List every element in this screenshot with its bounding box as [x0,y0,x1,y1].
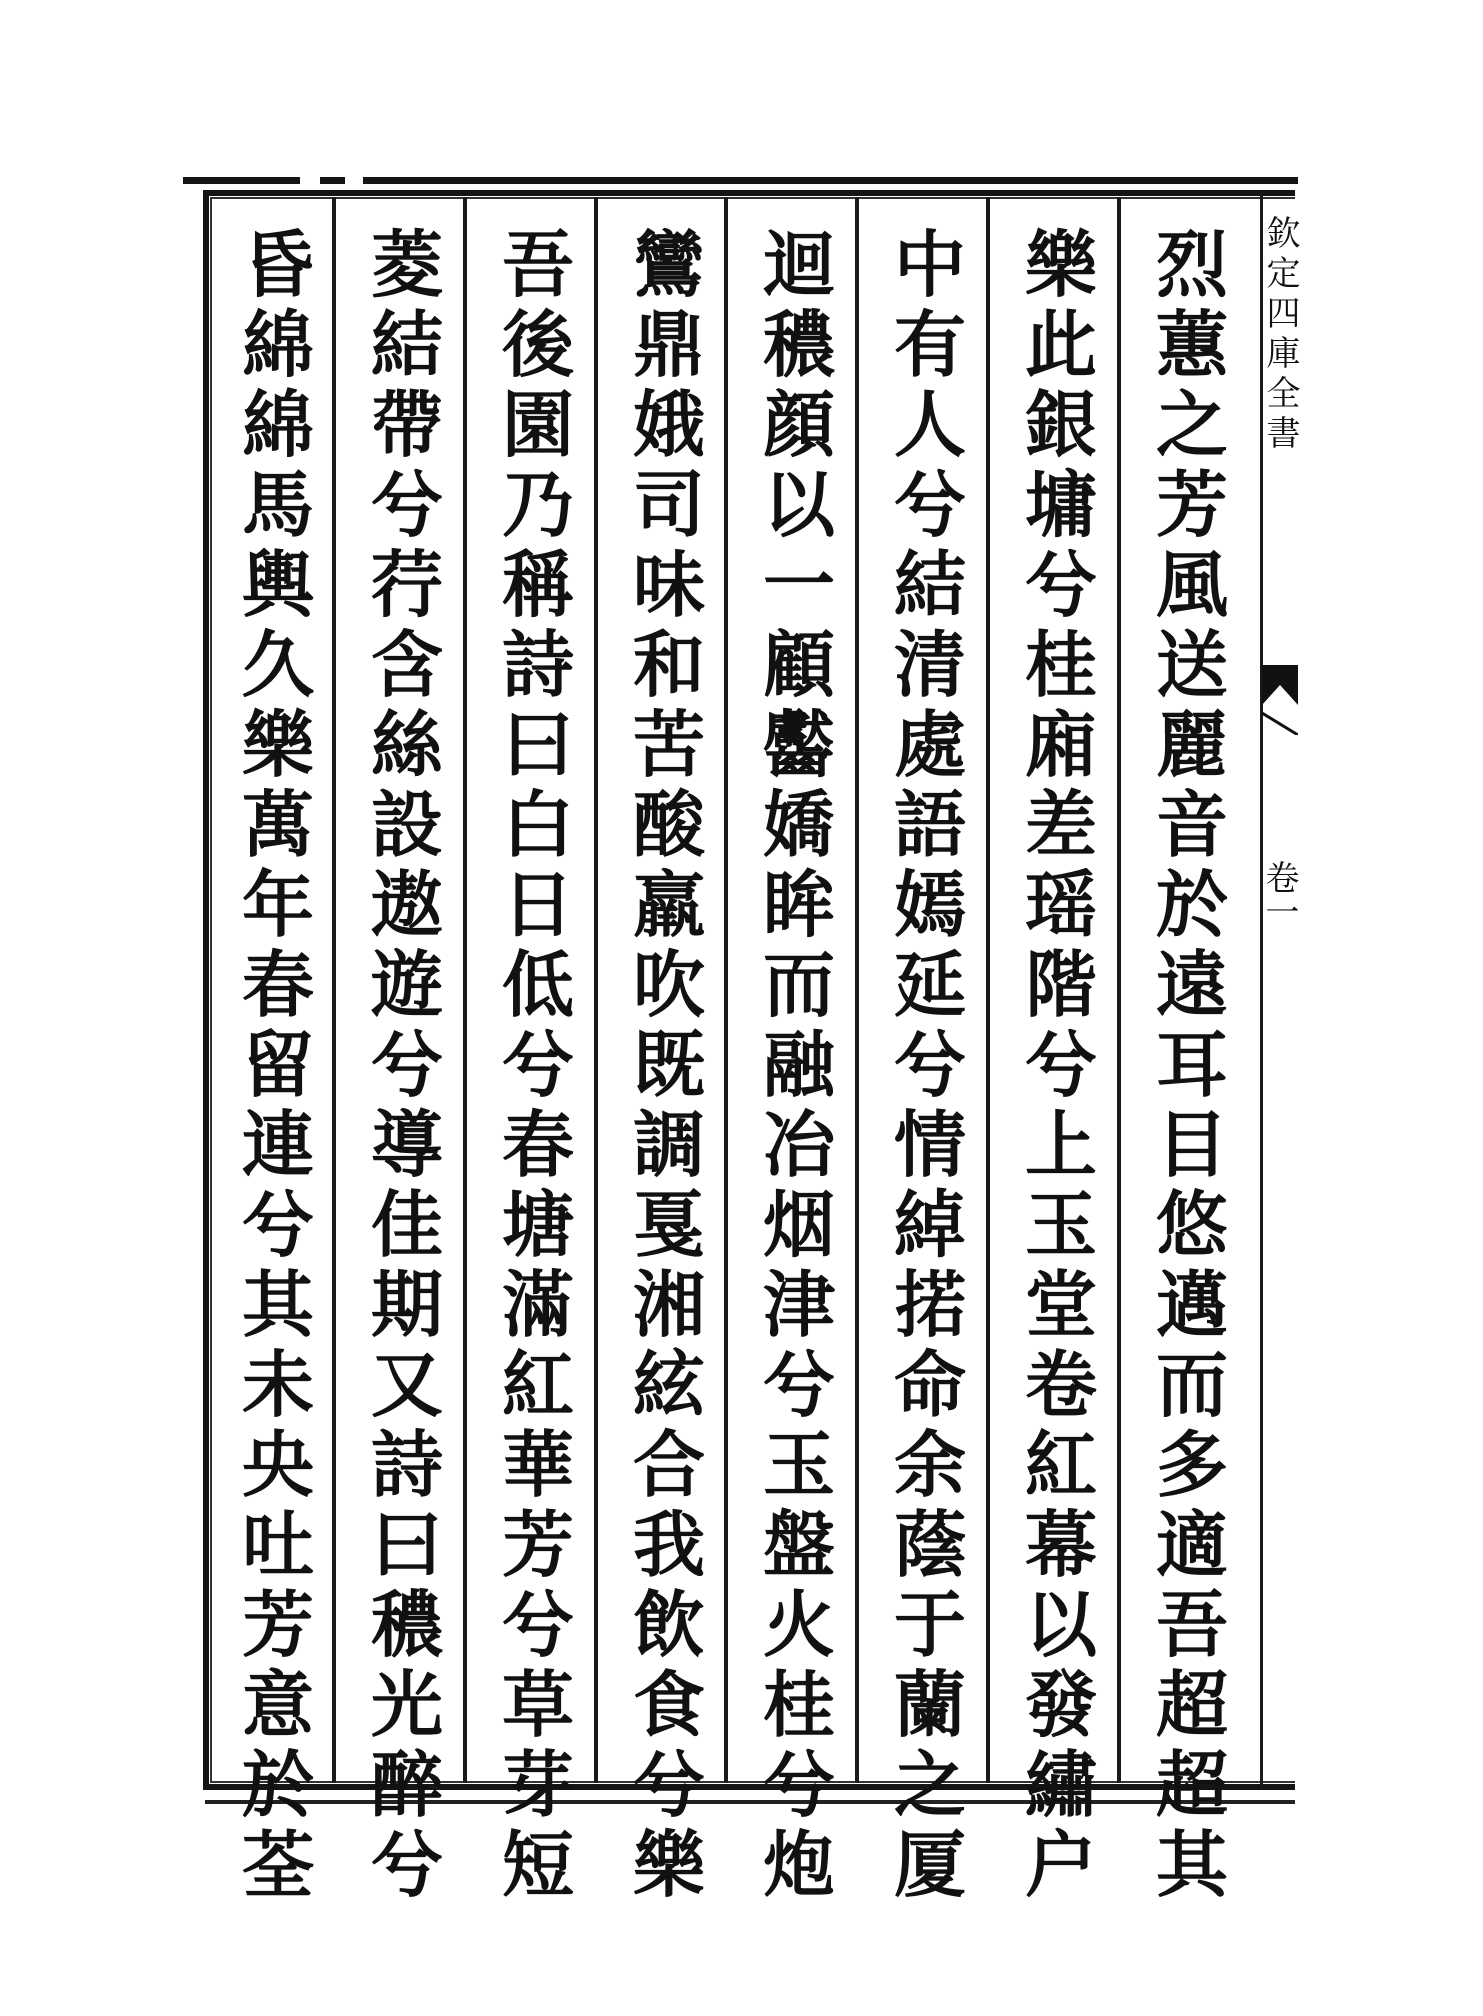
character: 多 [1155,1422,1228,1507]
character: 於 [241,1742,314,1827]
character: 後 [501,302,574,387]
character: 兮 [893,462,966,547]
character: 烈 [1155,222,1228,307]
character: 延 [893,942,966,1027]
character: 吐 [241,1502,314,1587]
character: 紅 [1024,1422,1097,1507]
character: 兮 [1024,542,1097,627]
character: 芳 [241,1582,314,1667]
character: 苦 [632,702,705,787]
character: 清 [893,622,966,707]
character: 蕙 [1155,302,1228,387]
character: 玉 [1024,1182,1097,1267]
character: 卷 [1024,1342,1097,1427]
character: 含 [370,622,443,707]
character: 萬 [241,782,314,867]
character: 芽 [501,1742,574,1827]
character: 結 [893,542,966,627]
character: 樂 [1024,222,1097,307]
character: 其 [241,1262,314,1347]
character: 以 [1024,1582,1097,1667]
character: 光 [370,1662,443,1747]
character: 悠 [1155,1182,1228,1267]
character: 短 [501,1822,574,1907]
character: 司 [632,462,705,547]
character: 食 [632,1662,705,1747]
character: 玉 [762,1422,835,1507]
text-column-7 [355,222,459,1907]
character: 而 [1155,1342,1228,1427]
character: 絲 [370,702,443,787]
character: 穠 [370,1582,443,1667]
character: 園 [501,382,574,467]
character: 馬 [241,462,314,547]
character: 合 [632,1422,705,1507]
character: 導 [370,1102,443,1187]
character: 鼎 [632,302,705,387]
character: 中 [893,222,966,307]
character: 遨 [370,862,443,947]
character: 差 [1024,782,1097,867]
character: 央 [241,1422,314,1507]
character: 春 [501,1102,574,1187]
character: 蔭 [893,1502,966,1587]
character: 兮 [1024,1022,1097,1107]
character: 芳 [1155,462,1228,547]
character: 羸 [632,862,705,947]
character: 以 [762,462,835,547]
character: 音 [1155,782,1228,867]
character: 命 [893,1342,966,1427]
character: 厦 [893,1822,966,1907]
character: 吹 [632,942,705,1027]
character: 之 [1155,382,1228,467]
character: 我 [632,1502,705,1587]
character: 冶 [762,1102,835,1187]
character: 輿 [241,542,314,627]
banxin-title: 欽定四庫全書 [1260,215,1300,455]
character: 語 [893,782,966,867]
column-divider [463,197,467,1783]
character: 處 [893,702,966,787]
character: 華 [501,1422,574,1507]
character: 眸 [762,862,835,947]
character: 詩 [501,622,574,707]
character: 適 [1155,1502,1228,1587]
column-divider [594,197,598,1783]
character: 墉 [1024,462,1097,547]
rule-gap [345,174,363,186]
character: 詩 [370,1422,443,1507]
text-column-8 [226,222,330,1907]
character: 情 [893,1102,966,1187]
character: 耳 [1155,1022,1228,1107]
character: 堂 [1024,1262,1097,1347]
character: 稱 [501,542,574,627]
text-column-6 [486,222,590,1907]
character: 遠 [1155,942,1228,1027]
character: 繡 [1024,1742,1097,1827]
character: 飲 [632,1582,705,1667]
character: 吾 [1155,1582,1228,1667]
character: 又 [370,1342,443,1427]
character: 階 [1024,942,1097,1027]
character: 嫣 [893,862,966,947]
character: 鸞 [632,222,705,307]
character: 一 [762,542,835,627]
character: 有 [893,302,966,387]
character: 兮 [632,1742,705,1827]
character: 兮 [501,1022,574,1107]
character: 滿 [501,1262,574,1347]
character: 絃 [632,1342,705,1427]
character: 超 [1155,1662,1228,1747]
character: 桂 [762,1662,835,1747]
character: 年 [241,862,314,947]
character: 此 [1024,302,1097,387]
character: 人 [893,382,966,467]
character: 白 [501,782,574,867]
character: 麗 [1155,702,1228,787]
character: 風 [1155,542,1228,627]
character: 兮 [370,462,443,547]
character: 既 [632,1022,705,1107]
character: 發 [1024,1662,1097,1747]
column-divider [986,197,990,1783]
character: 銀 [1024,382,1097,467]
character: 幕 [1024,1502,1097,1587]
character: 送 [1155,622,1228,707]
character: 紅 [501,1342,574,1427]
character: 湘 [632,1262,705,1347]
character: 兮 [501,1582,574,1667]
character: 于 [893,1582,966,1667]
character: 迴 [762,222,835,307]
character: 户 [1024,1822,1097,1907]
character: 期 [370,1262,443,1347]
character: 芳 [501,1502,574,1587]
character: 嬌 [762,782,835,867]
character: 草 [501,1662,574,1747]
character: 蘭 [893,1662,966,1747]
character: 兮 [762,1342,835,1427]
character: 顔 [762,382,835,467]
column-divider [724,197,728,1783]
character: 連 [241,1102,314,1187]
rule-gap [300,174,320,186]
character: 佳 [370,1182,443,1267]
character: 曰 [501,702,574,787]
text-column-5 [617,222,721,1907]
character: 兮 [370,1822,443,1907]
character: 余 [893,1422,966,1507]
character: 超 [1155,1742,1228,1827]
character: 盤 [762,1502,835,1587]
character: 和 [632,622,705,707]
character: 瑶 [1024,862,1097,947]
character: 綿 [241,382,314,467]
character: 日 [501,862,574,947]
character: 意 [241,1662,314,1747]
character: 之 [893,1742,966,1827]
character: 兮 [762,1742,835,1827]
character: 戛 [632,1182,705,1267]
character: 菱 [370,222,443,307]
character: 穠 [762,302,835,387]
character: 綿 [241,302,314,387]
character: 未 [241,1342,314,1427]
text-column-2 [1009,222,1113,1907]
character: 樂 [632,1822,705,1907]
banxin-volume: 卷一 [1259,860,1299,928]
character: 兮 [370,1022,443,1107]
character: 調 [632,1102,705,1187]
character: 津 [762,1262,835,1347]
character: 兮 [893,1022,966,1107]
character: 目 [1155,1102,1228,1187]
character: 齾 [762,702,835,787]
character: 遊 [370,942,443,1027]
character: 春 [241,942,314,1027]
character: 荃 [241,1822,314,1907]
character: 低 [501,942,574,1027]
character: 醉 [370,1742,443,1827]
character: 於 [1155,862,1228,947]
character: 設 [370,782,443,867]
character: 上 [1024,1102,1097,1187]
character: 桂 [1024,622,1097,707]
character: 久 [241,622,314,707]
character: 塘 [501,1182,574,1267]
character: 留 [241,1022,314,1107]
character: 娥 [632,382,705,467]
character: 結 [370,302,443,387]
character: 荇 [370,542,443,627]
character: 吾 [501,222,574,307]
column-divider [332,197,336,1783]
character: 其 [1155,1822,1228,1907]
character: 曰 [370,1502,443,1587]
fishtail-mark-icon [1262,665,1298,735]
character: 乃 [501,462,574,547]
text-column-3 [878,222,982,1907]
column-divider [1117,197,1121,1783]
character: 烟 [762,1182,835,1267]
character: 廂 [1024,702,1097,787]
character: 炮 [762,1822,835,1907]
character: 綽 [893,1182,966,1267]
character: 味 [632,542,705,627]
character: 兮 [241,1182,314,1267]
character: 邁 [1155,1262,1228,1347]
text-column-4 [747,222,851,1907]
character: 火 [762,1582,835,1667]
character: 掿 [893,1262,966,1347]
character: 顧 [762,622,835,707]
character: 而 [762,942,835,1027]
text-column-1 [1140,222,1244,1907]
column-divider [855,197,859,1783]
character: 帶 [370,382,443,467]
character: 酸 [632,782,705,867]
character: 昏 [241,222,314,307]
character: 融 [762,1022,835,1107]
character: 樂 [241,702,314,787]
